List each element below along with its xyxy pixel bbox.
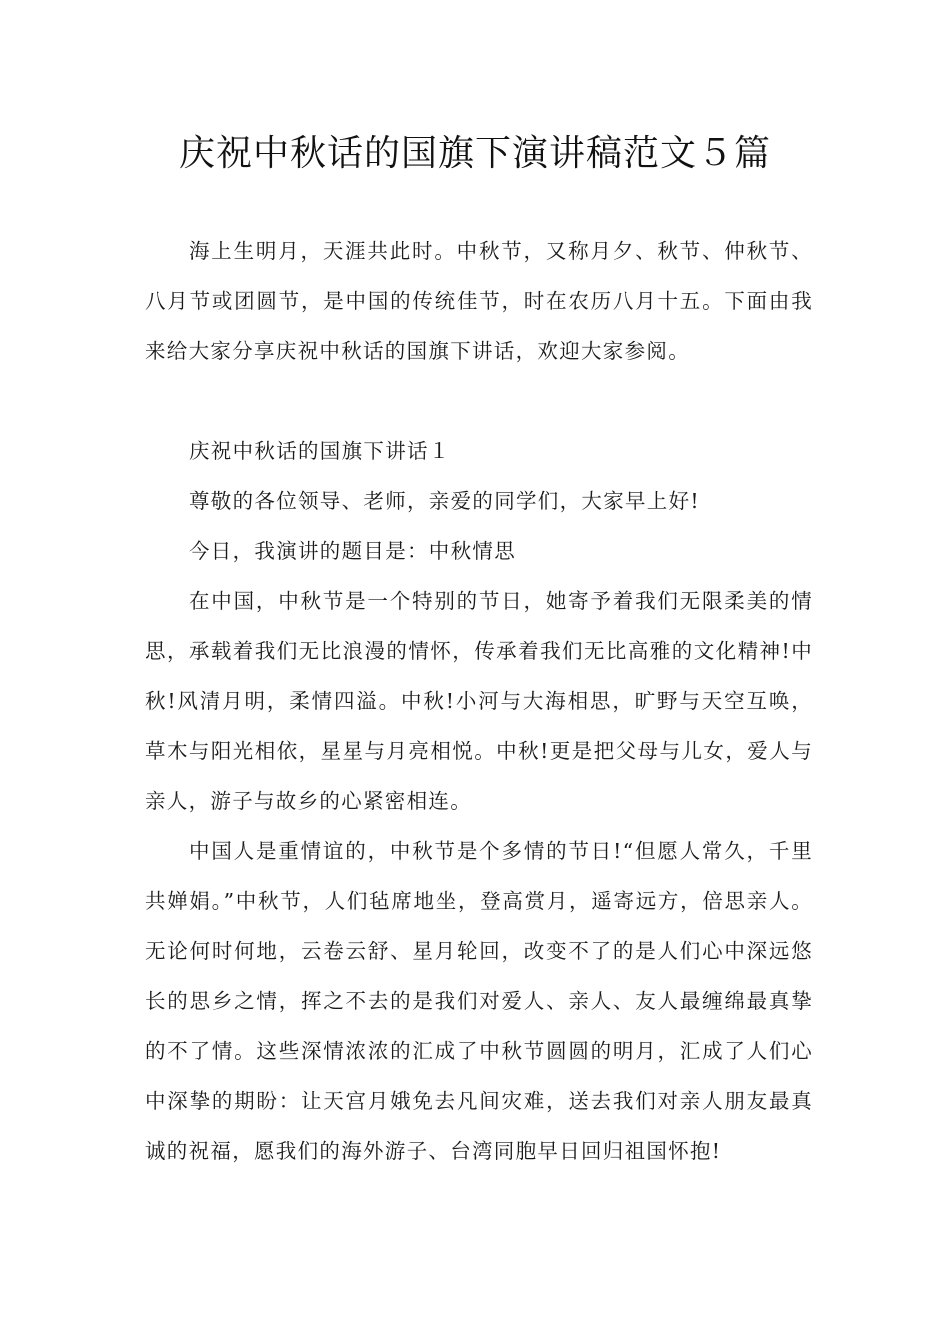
document-title: 庆祝中秋话的国旗下演讲稿范文５篇	[178, 133, 771, 174]
section-heading: 庆祝中秋话的国旗下讲话１	[189, 439, 451, 463]
greeting-paragraph: 尊敬的各位领导、老师，亲爱的同学们，大家早上好!	[189, 489, 700, 513]
body-paragraph-2: 中国人是重情谊的，中秋节是个多情的节日!“但愿人常久，千里共婵娟。”中秋节，人们毡席地坐，登高赏月，遥寄远方，倍思亲人。无论何时何地，云卷云舒、星月轮回，改变不了的是人们心中深远悠长的思乡之情，挥之不去的是我们对爱人、亲人、友人最缠绵最真挚的不了情。这些深情浓浓的汇成了中秋节圆圆的明月，汇成了人们心中深挚的期盼：让天宫月娥免去凡间灾难，送去我们对亲人朋友最真诚的祝福，愿我们的海外游子、台湾同胞早日回归祖国怀抱!	[145, 839, 813, 1163]
intro-paragraph: 海上生明月，天涯共此时。中秋节，又称月夕、秋节、仲秋节、八月节或团圆节，是中国的传统佳节，时在农历八月十五。下面由我来给大家分享庆祝中秋话的国旗下讲话，欢迎大家参阅。	[145, 239, 813, 363]
body-paragraph-1: 在中国，中秋节是一个特别的节日，她寄予着我们无限柔美的情思，承载着我们无比浪漫的情怀，传承着我们无比高雅的文化精神!中秋!风清月明，柔情四溢。中秋!小河与大海相思，旷野与天空互唤，草木与阳光相依，星星与月亮相悦。中秋!更是把父母与儿女，爱人与亲人，游子与故乡的心紧密相连。	[145, 589, 813, 813]
topic-paragraph: 今日，我演讲的题目是：中秋情思	[189, 539, 516, 563]
